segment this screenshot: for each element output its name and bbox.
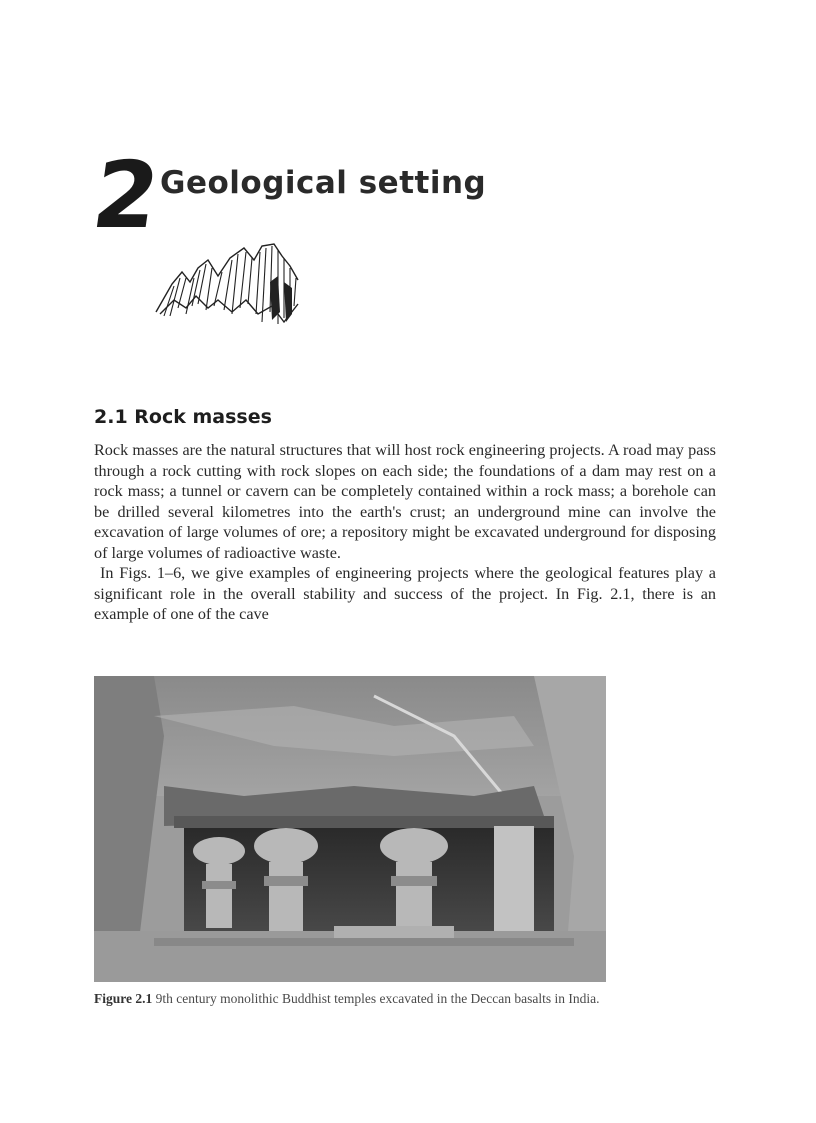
paragraph: Rock masses are the natural structures that will host rock engineering projects. A road may pass through a rock cutting with rock slopes on each side; the foundations of a dam may rest on a rock mass; a tunnel or cavern can be completely contained within a rock mass; a borehole can be drilled several kilometres into the earth's crust; an underground mine can involve the excavation of large volumes of ore; a repository might be excavated underground for disposing of large volumes of radioactive waste.: [94, 441, 716, 562]
chapter-title: Geological setting: [160, 165, 487, 201]
figure-caption-text: 9th century monolithic Buddhist temples excavated in the Deccan basalts in India.: [155, 991, 600, 1006]
figure-label: Figure 2.1: [94, 991, 153, 1006]
temple-photograph: [94, 676, 606, 982]
paragraph: In Figs. 1–6, we give examples of engineering projects where the geological features play a significant role in the overall stability and success of the project. In Fig. 2.1, there is an example of one of the cave: [94, 564, 716, 623]
chapter-number: 2: [86, 142, 166, 249]
figure-caption: [94, 990, 616, 1007]
section-heading: 2.1 Rock masses: [94, 406, 272, 428]
body-text: [94, 440, 716, 625]
mountain-illustration: [152, 242, 302, 338]
